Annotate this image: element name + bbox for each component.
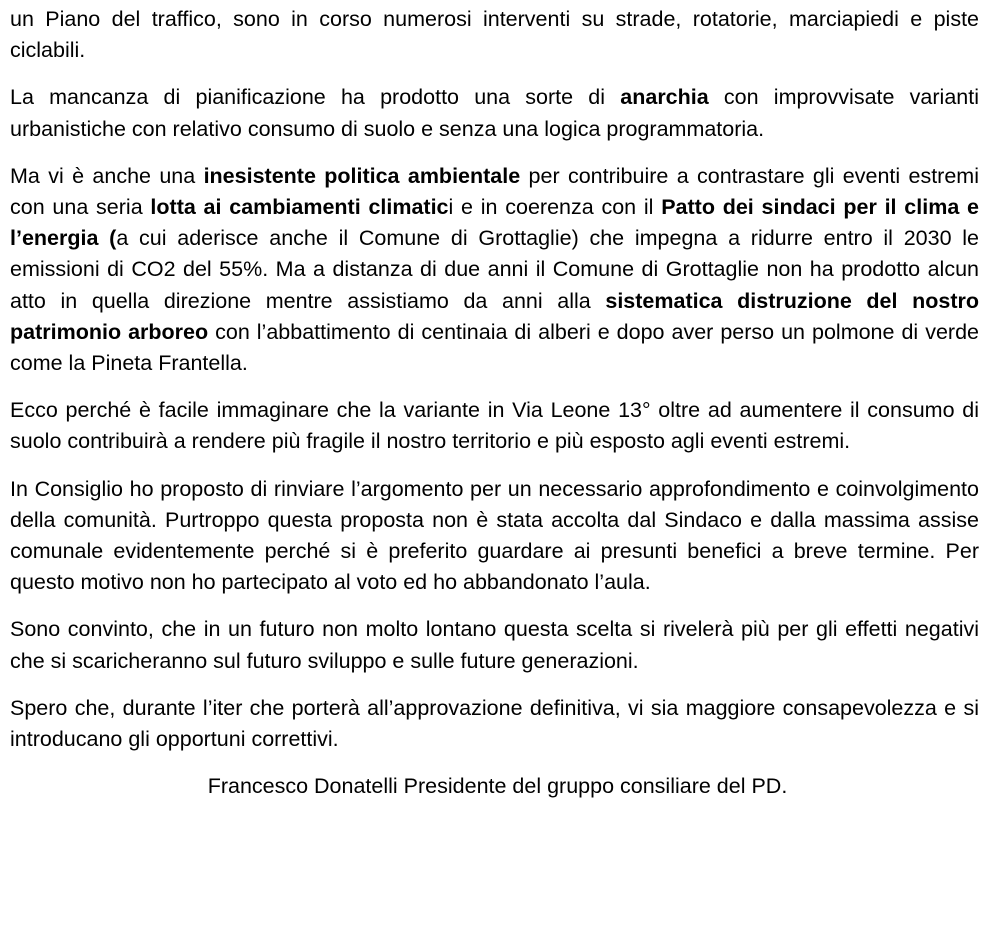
text-segment: Sono convinto, che in un futuro non molto lontano questa scelta si rivelerà più per gli effetti negativi che si scaricheranno sul futuro sviluppo e sulle future generazioni. [10,617,979,673]
paragraph-traffic-plan [10,4,979,66]
paragraph-hope [10,693,979,755]
bold-segment: sistematica distruzione del nostro patrimonio arboreo [10,288,979,344]
paragraph-future-effects [10,614,979,676]
paragraph-environmental-policy [10,161,979,379]
signature: Francesco Donatelli Presidente del gruppo consiliare del PD. [207,774,788,799]
document-body [10,4,979,802]
bold-segment: inesistente politica ambientale [203,163,521,188]
bold-segment: Patto dei sindaci per il clima e l’energia ( [10,195,979,251]
bold-segment: lotta ai cambiamenti climatic [150,195,449,220]
text-segment: i e in coerenza con il [448,195,662,220]
text-segment: Spero che, durante l’iter che porterà all’approvazione definitiva, vi sia maggiore consapevolezza e si introducano gli opportuni correttivi. [10,695,979,752]
paragraph-lack-of-planning [10,82,979,144]
text-segment: con improvvisate varianti urbanistiche con relativo consumo di suolo e senza una logica programmatoria. [10,85,979,141]
bold-segment: anarchia [620,85,709,110]
text-segment: un Piano del traffico, sono in corso numerosi interventi su strade, rotatorie, marciapiedi e piste ciclabili. [10,7,979,63]
text-segment: In Consiglio ho proposto di rinviare l’argomento per un necessario approfondimento e coinvolgimento della comunità. Purtroppo questa proposta non è stata accolta dal Sindaco e dalla massima assise comunale evidentemente perché si è preferito guardare ai presunti benefici a breve termine. Per questo motivo non ho partecipato al voto ed ho abbandonato l’aula. [10,476,979,595]
text-segment: La mancanza di pianificazione ha prodotto una sorte di [10,85,621,110]
paragraph-council-proposal [10,474,979,599]
text-segment: con l’abbattimento di centinaia di alberi e dopo aver perso un polmone di verde come la Pineta Frantella. [10,319,979,376]
text-segment: a cui aderisce anche il Comune di Grottaglie) che impegna a ridurre entro il 2030 le emissioni di CO2 del 55%. Ma a distanza di due anni il Comune di Grottaglie non ha prodotto alcun atto in quella direzione mentre assistiamo da anni alla [10,226,979,313]
text-segment: Ecco perché è facile immaginare che la variante in Via Leone 13° oltre ad aumentere il consumo di suolo contribuirà a rendere più fragile il nostro territorio e più esposto agli eventi estremi. [10,398,979,454]
text-segment: per contribuire a contrastare gli eventi estremi con una seria [10,163,979,220]
paragraph-via-leone-variant [10,395,979,457]
text-segment: Ma vi è anche una [10,163,204,188]
